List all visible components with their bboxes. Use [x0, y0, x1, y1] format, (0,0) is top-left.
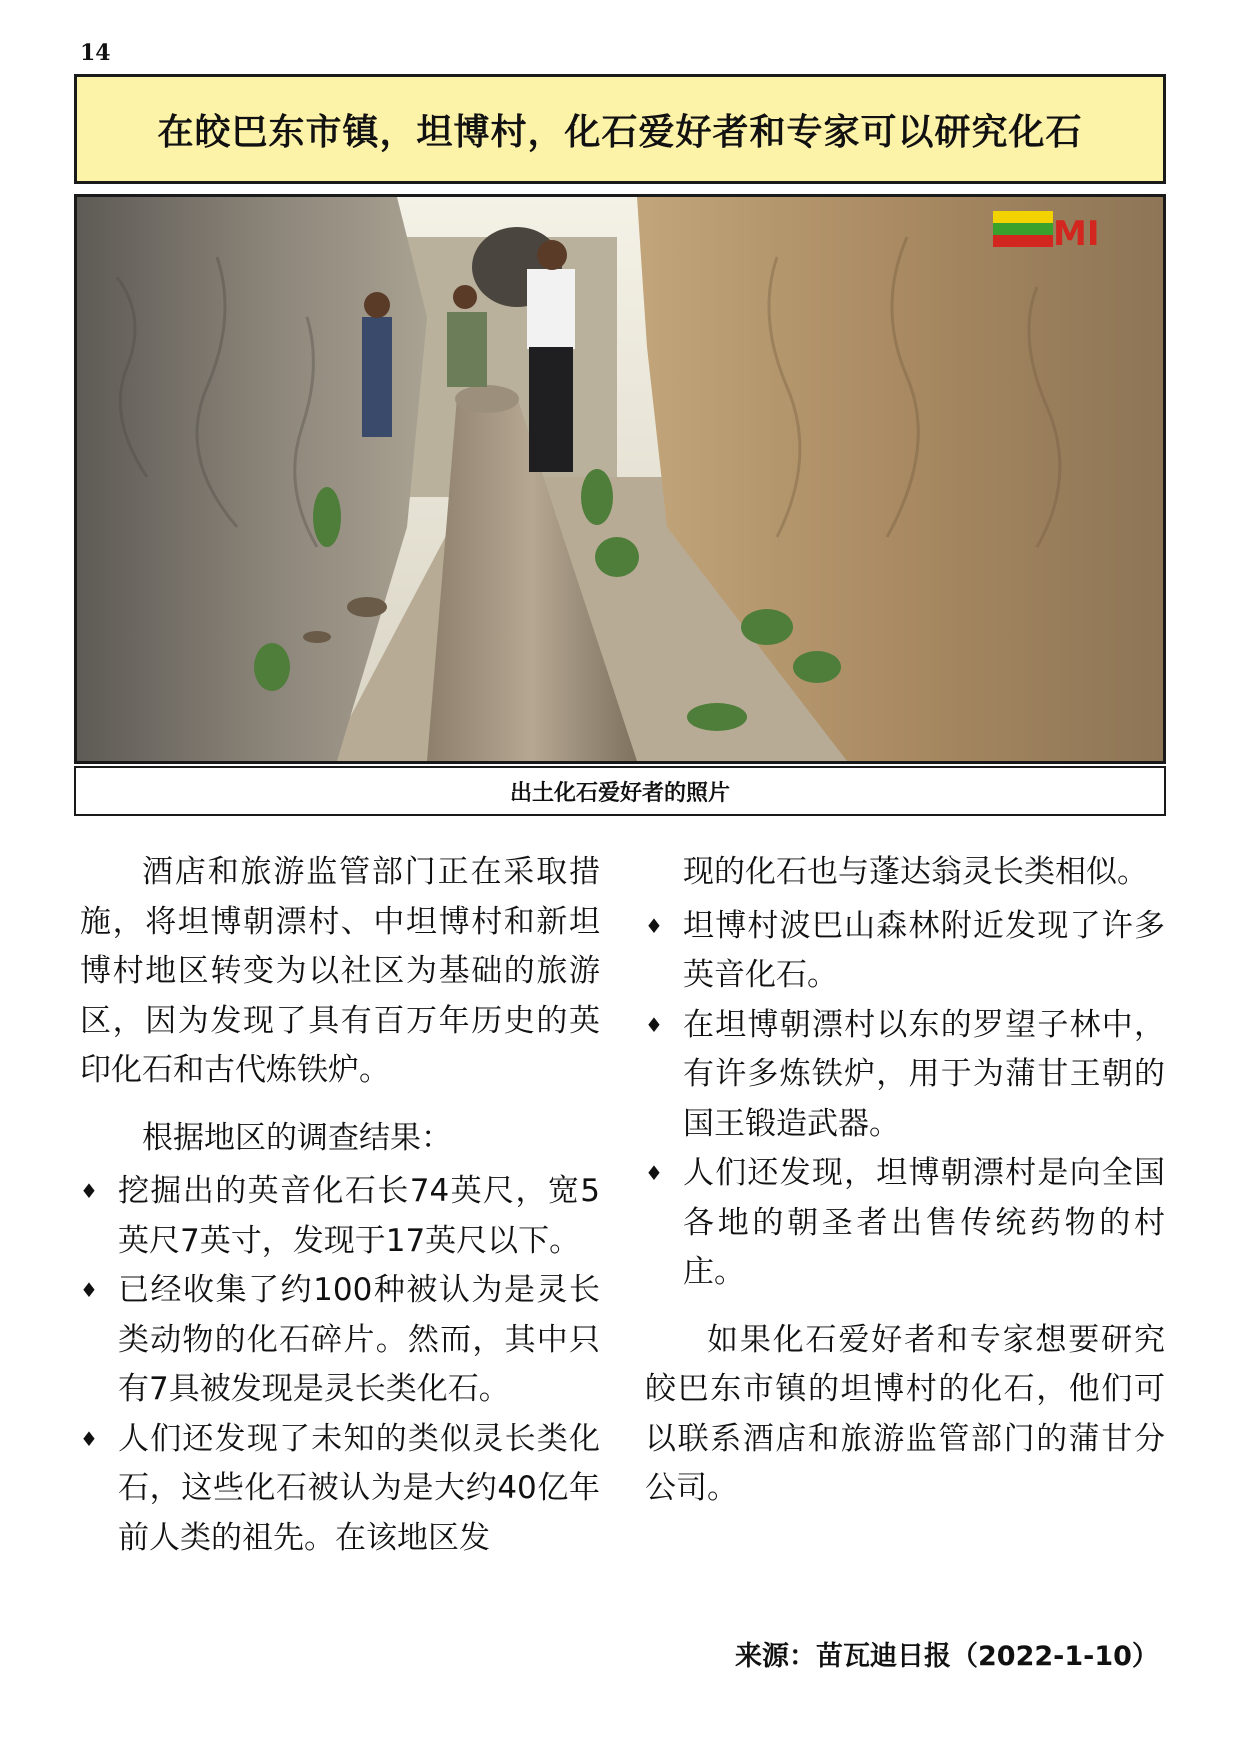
list-item: [645, 1001, 1165, 1150]
bullet-icon: ♦: [645, 1161, 663, 1185]
page-number: 14: [80, 40, 111, 66]
list-item: [645, 902, 1165, 1001]
list-item: [80, 1415, 600, 1564]
caption-box: [74, 766, 1166, 816]
findings-list-right: [645, 902, 1165, 1298]
list-item-text: 在坦博朝漂村以东的罗望子林中，有许多炼铁炉，用于为蒲甘王朝的国王锻造武器。: [683, 1006, 1165, 1142]
headline: 在皎巴东市镇，坦博村，化石爱好者和专家可以研究化石: [157, 111, 1083, 153]
list-item-text: 人们还发现，坦博朝漂村是向全国各地的朝圣者出售传统药物的村庄。: [683, 1155, 1165, 1290]
list-item-text: 人们还发现了未知的类似灵长类化石，这些化石被认为是大约40亿年前人类的祖先。在该地区发: [118, 1420, 600, 1556]
right-column: [645, 848, 1165, 1514]
left-column: [80, 848, 600, 1563]
photo-caption: 出土化石爱好者的照片: [509, 780, 730, 806]
bullet-icon: ♦: [80, 1179, 98, 1203]
source-citation: 来源：苗瓦迪日报（2022-1-10）: [735, 1641, 1159, 1672]
closing-paragraph: 如果化石爱好者和专家想要研究皎巴东市镇的坦博村的化石，他们可以联系酒店和旅游监管部门的蒲甘分公司。: [645, 1321, 1165, 1506]
continued-text: 现的化石也与蓬达翁灵长类相似。: [683, 854, 1148, 890]
watermark-text: MI: [1053, 214, 1100, 254]
fossil-trench-image: [77, 197, 1163, 761]
bullet-icon: ♦: [80, 1278, 98, 1302]
bullet-icon: ♦: [645, 913, 663, 938]
intro-paragraph: 酒店和旅游监管部门正在采取措施，将坦博朝漂村、中坦博村和新坦博村地区转变为以社区为基础的旅游区，因为发现了具有百万年历史的英印化石和古代炼铁炉。: [80, 854, 600, 1088]
list-item: [80, 1266, 600, 1415]
findings-list-left: [80, 1167, 600, 1563]
list-item-text: 已经收集了约100种被认为是灵长类动物的化石碎片。然而，其中只有7具被发现是灵长类化石。: [118, 1272, 600, 1407]
headline-box: [74, 74, 1166, 184]
bullet-icon: ♦: [80, 1426, 98, 1451]
list-item: [645, 1149, 1165, 1298]
list-item-text: 坦博村波巴山森林附近发现了许多英音化石。: [683, 907, 1165, 993]
bullet-icon: ♦: [645, 1012, 663, 1037]
list-item-text: 挖掘出的英音化石长74英尺，宽5英尺7英寸，发现于17英尺以下。: [118, 1173, 600, 1259]
fossil-photo: [74, 194, 1166, 764]
list-item: [80, 1167, 600, 1266]
person-right: [527, 240, 575, 472]
survey-lead: 根据地区的调查结果：: [142, 1119, 452, 1156]
